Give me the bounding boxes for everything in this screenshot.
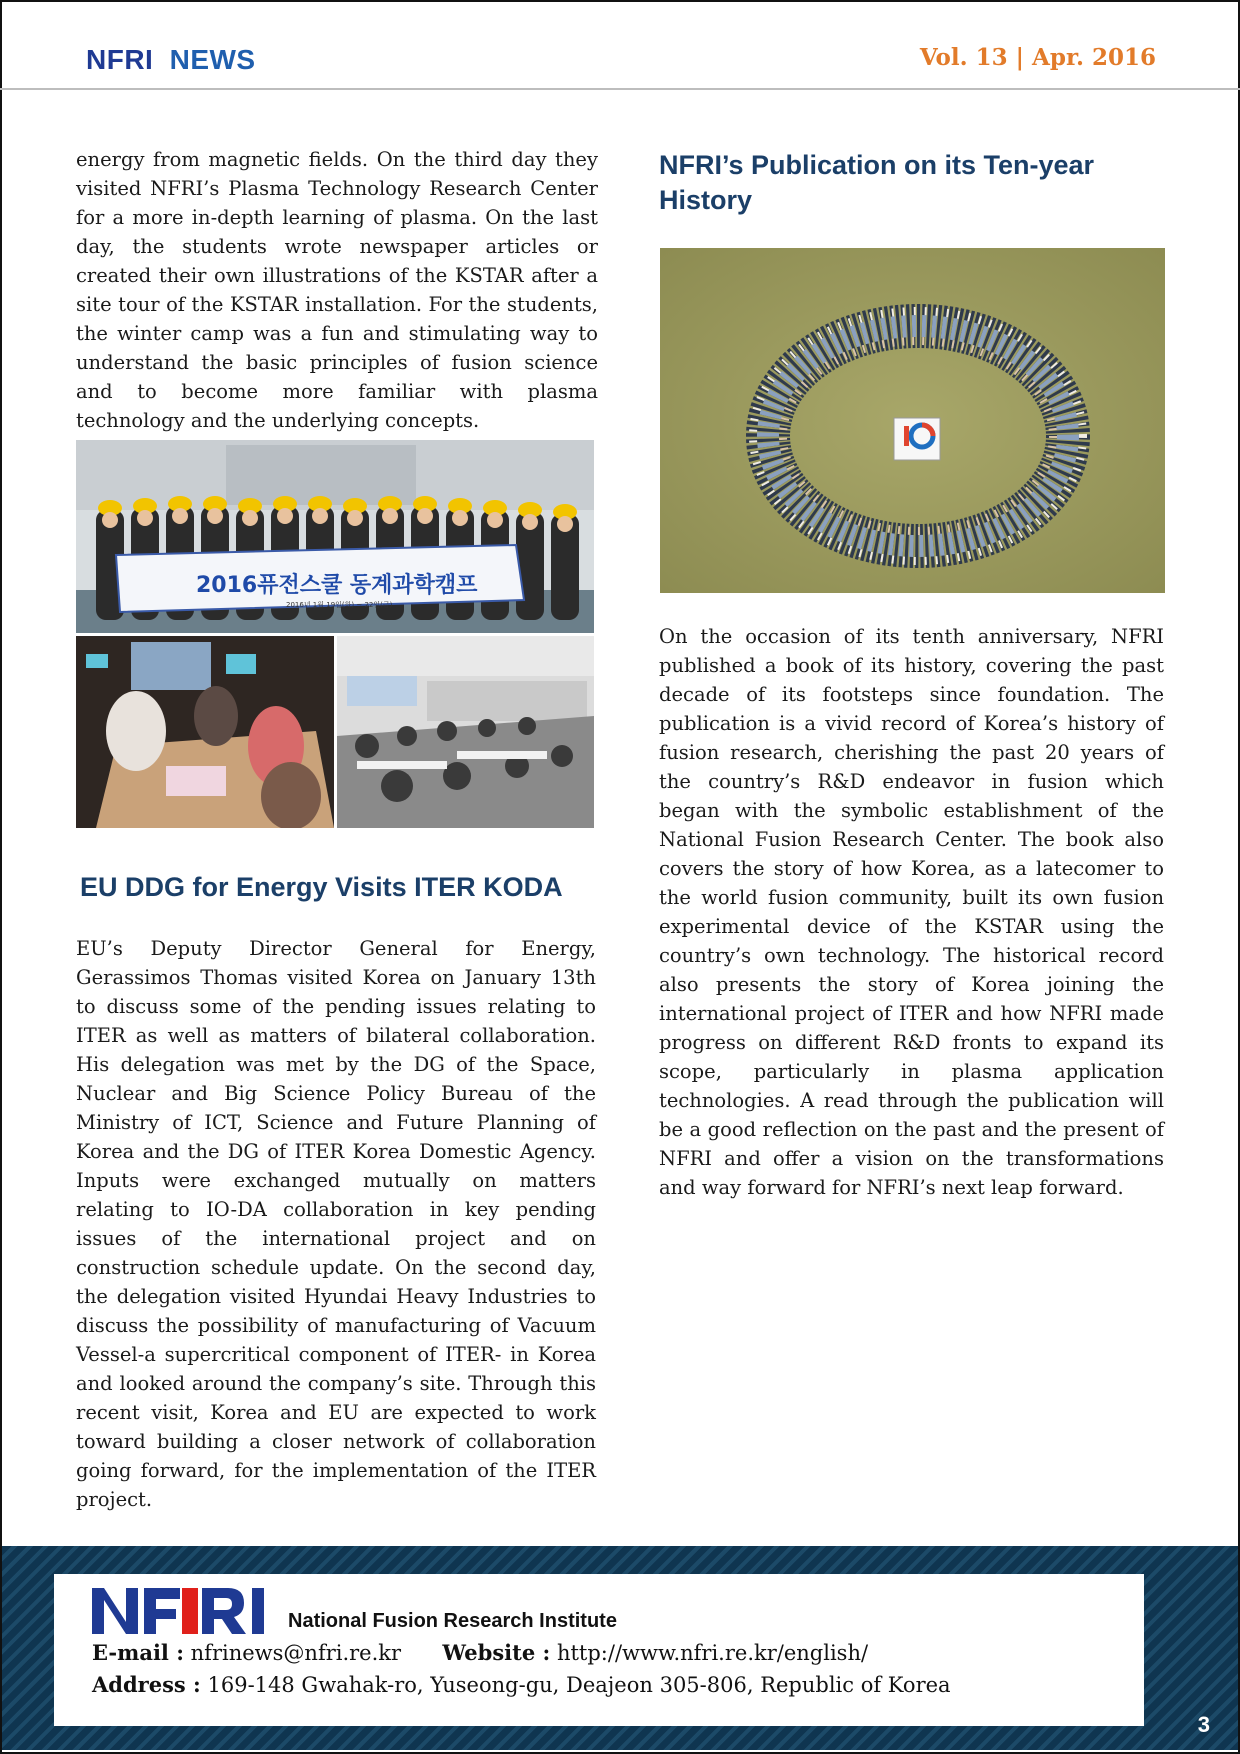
camp-article-text: energy from magnetic fields. On the third day they visited NFRI’s Plasma Technology Research Center for a more in-depth learning of plasma. On the last day, the students wrote newspaper articles or created their own illustrations of the KSTAR after a site tour of the KSTAR installation. For the students, the winter camp was a fun and stimulating way to understand the basic principles of fusion science and to become more familiar with plasma technology and the underlying concepts.: [76, 148, 598, 432]
nfri-news-logo: [86, 44, 256, 76]
website-label: Website :: [442, 1640, 551, 1665]
camp-workshop-photo: [76, 636, 334, 828]
page-header: [0, 0, 1240, 90]
email-label: E-mail :: [92, 1640, 184, 1665]
institute-name: National Fusion Research Institute: [288, 1610, 617, 1632]
publication-heading: NFRI’s Publication on its Ten-year History: [659, 150, 1095, 215]
camp-banner-subtext: 2016년 1월 19일(화) ~ 22일(금): [286, 601, 393, 609]
camp-article-continued: [76, 145, 598, 435]
contact-card: [54, 1574, 1144, 1726]
eu-ddg-heading: EU DDG for Energy Visits ITER KODA: [80, 872, 563, 902]
address-label: Address :: [92, 1672, 201, 1697]
eu-ddg-article: [76, 934, 596, 1514]
nfri-logo: [92, 1582, 272, 1644]
email-link[interactable]: nfrinews@nfri.re.kr: [190, 1641, 402, 1665]
issue-label: Vol. 13 | Apr. 2016: [919, 44, 1156, 71]
eu-ddg-article-text: EU’s Deputy Director General for Energy, Gerassimos Thomas visited Korea on January 13th to discuss some of the pending issues relating to ITER as well as matters of bilateral collaboration. His delegation was met by the DG of the Space, Nuclear and Big Science Policy Bureau of the Ministry of ICT, Science and Future Planning of Korea and the DG of ITER Korea Domestic Agency. Inputs were exchanged mutually on matters relating to IO-DA collaboration in key pending issues of the international project and on construction schedule update. On the second day, the delegation visited Hyundai Heavy Industries to discuss the possibility of manufacturing of Vacuum Vessel-a supercritical component of ITER- in Korea and looked around the company’s site. Through this recent visit, Korea and EU are expected to work toward building a closer network of collaboration going forward, for the implementation of the ITER project.: [76, 937, 596, 1511]
publication-article: [659, 622, 1164, 1202]
camp-banner-text: 2016퓨전스쿨 동계과학캠프: [196, 573, 478, 598]
camp-classroom-photo: [337, 636, 594, 828]
logo-nf-text: NF: [86, 44, 125, 75]
publication-article-text: On the occasion of its tenth anniversary, NFRI published a book of its history, covering the past decade of its footsteps since foundation. The publication is a vivid record of Korea’s history of fusion research, cherishing the past 20 years of the country’s R&D endeavor in fusion which began with the symbolic establishment of the National Fusion Research Center. The book also covers the story of how Korea, as a latecomer to the world fusion community, built its own fusion experimental device of the KSTAR using the country’s own technology. The historical record also presents the story of Korea joining the international project of ITER and how NFRI made progress on different R&D fronts to expand its scope, particularly in plasma application technologies. A read through the publication will be a good reflection on the past and the present of NFRI and offer a vision on the transformations and way forward for NFRI’s next leap forward.: [659, 625, 1164, 1199]
logo-ri-text: RI: [124, 44, 154, 75]
anniversary-photo: [660, 248, 1165, 593]
website-link[interactable]: http://www.nfri.re.kr/english/: [556, 1641, 869, 1665]
page-number: 3: [1197, 1712, 1210, 1737]
camp-group-photo: [76, 440, 594, 633]
address-text: 169-148 Gwahak-ro, Yuseong-gu, Deajeon 305-806, Republic of Korea: [207, 1673, 951, 1697]
contact-line-1: [92, 1640, 868, 1665]
page-footer: [2, 1546, 1238, 1750]
contact-line-2: [92, 1672, 951, 1697]
logo-news-text: NEWS: [169, 44, 256, 75]
